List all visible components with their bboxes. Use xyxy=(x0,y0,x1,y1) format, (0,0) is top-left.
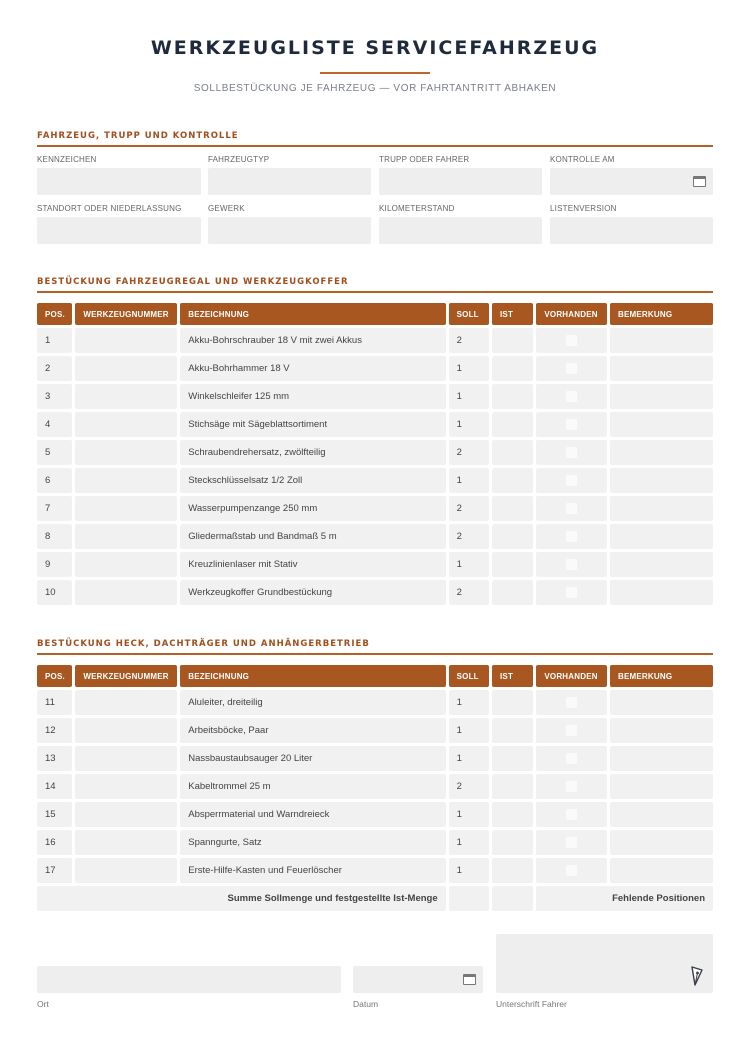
vorhanden-checkbox[interactable] xyxy=(566,503,577,514)
row-description: Akku-Bohrschrauber 18 V mit zwei Akkus xyxy=(180,328,445,353)
ist-field[interactable] xyxy=(492,384,533,409)
ist-field[interactable] xyxy=(492,690,533,715)
ist-field[interactable] xyxy=(492,774,533,799)
tool-number-field[interactable] xyxy=(75,690,177,715)
field-label-trupp: TRUPP ODER FAHRER xyxy=(379,155,470,164)
tool-number-field[interactable] xyxy=(75,580,177,605)
bemerkung-field[interactable] xyxy=(610,468,713,493)
row-description: Gliedermaßstab und Bandmaß 5 m xyxy=(180,524,445,549)
tool-number-field[interactable] xyxy=(75,858,177,883)
row-soll: 1 xyxy=(449,552,489,577)
ist-field[interactable] xyxy=(492,830,533,855)
vorhanden-checkbox[interactable] xyxy=(566,559,577,570)
calendar-icon[interactable] xyxy=(463,974,476,985)
calendar-icon[interactable] xyxy=(693,176,706,187)
vorhanden-cell xyxy=(536,774,607,799)
row-description: Erste-Hilfe-Kasten und Feuerlöscher xyxy=(180,858,445,883)
table-row xyxy=(37,468,713,493)
table-row xyxy=(37,440,713,465)
vorhanden-cell xyxy=(536,328,607,353)
row-description: Wasserpumpenzange 250 mm xyxy=(180,496,445,521)
table-row xyxy=(37,802,713,827)
vorhanden-checkbox[interactable] xyxy=(566,587,577,598)
ist-field[interactable] xyxy=(492,552,533,577)
pen-icon xyxy=(689,965,705,987)
place-field[interactable] xyxy=(37,966,341,993)
row-description: Kabeltrommel 25 m xyxy=(180,774,445,799)
row-soll: 2 xyxy=(449,524,489,549)
title-divider xyxy=(320,72,430,74)
table-row xyxy=(37,328,713,353)
bemerkung-field[interactable] xyxy=(610,718,713,743)
row-pos: 13 xyxy=(37,746,72,771)
vorhanden-cell xyxy=(536,858,607,883)
tool-number-field[interactable] xyxy=(75,384,177,409)
tool-number-field[interactable] xyxy=(75,468,177,493)
row-pos: 3 xyxy=(37,384,72,409)
vorhanden-cell xyxy=(536,412,607,437)
row-soll: 2 xyxy=(449,328,489,353)
tool-number-field[interactable] xyxy=(75,440,177,465)
tool-number-field[interactable] xyxy=(75,552,177,577)
table-row xyxy=(37,718,713,743)
row-pos: 17 xyxy=(37,858,72,883)
vorhanden-checkbox[interactable] xyxy=(566,781,577,792)
row-pos: 11 xyxy=(37,690,72,715)
tool-table-regal xyxy=(34,300,716,608)
vorhanden-cell xyxy=(536,384,607,409)
column-header-vorhanden: VORHANDEN xyxy=(536,665,607,687)
fahrzeugtyp-field[interactable] xyxy=(208,168,371,195)
vorhanden-cell xyxy=(536,802,607,827)
field-label-listenversion: LISTENVERSION xyxy=(550,204,617,213)
table-row xyxy=(37,496,713,521)
row-soll: 2 xyxy=(449,774,489,799)
row-soll: 1 xyxy=(449,746,489,771)
row-description: Akku-Bohrhammer 18 V xyxy=(180,356,445,381)
bemerkung-field[interactable] xyxy=(610,690,713,715)
row-pos: 4 xyxy=(37,412,72,437)
column-header-soll: SOLL xyxy=(449,665,489,687)
row-soll: 2 xyxy=(449,440,489,465)
column-header-soll: SOLL xyxy=(449,303,489,325)
row-description: Arbeitsböcke, Paar xyxy=(180,718,445,743)
row-soll: 1 xyxy=(449,718,489,743)
table-row xyxy=(37,690,713,715)
section-heading-regal: BESTÜCKUNG FAHRZEUGREGAL UND WERKZEUGKOFFER xyxy=(37,277,713,293)
listenversion-field[interactable] xyxy=(550,217,713,244)
tool-number-field[interactable] xyxy=(75,496,177,521)
row-description: Kreuzlinienlaser mit Stativ xyxy=(180,552,445,577)
table-row xyxy=(37,524,713,549)
table-row xyxy=(37,384,713,409)
column-header-bezeichnung: BEZEICHNUNG xyxy=(180,665,445,687)
row-pos: 1 xyxy=(37,328,72,353)
bemerkung-field[interactable] xyxy=(610,746,713,771)
ist-field[interactable] xyxy=(492,468,533,493)
table-row xyxy=(37,552,713,577)
date-label: Datum xyxy=(353,999,379,1009)
tool-table-heck xyxy=(34,662,716,914)
row-pos: 14 xyxy=(37,774,72,799)
vorhanden-cell xyxy=(536,496,607,521)
summary-row xyxy=(37,886,713,911)
vorhanden-cell xyxy=(536,356,607,381)
row-soll: 2 xyxy=(449,580,489,605)
ist-field[interactable] xyxy=(492,524,533,549)
vorhanden-cell xyxy=(536,440,607,465)
tool-number-field[interactable] xyxy=(75,718,177,743)
field-label-fahrzeugtyp: FAHRZEUGTYP xyxy=(208,155,270,164)
bemerkung-field[interactable] xyxy=(610,384,713,409)
vorhanden-checkbox[interactable] xyxy=(566,475,577,486)
kilometerstand-field[interactable] xyxy=(379,217,542,244)
table-row xyxy=(37,412,713,437)
ist-field[interactable] xyxy=(492,496,533,521)
row-pos: 8 xyxy=(37,524,72,549)
row-soll: 1 xyxy=(449,690,489,715)
row-soll: 1 xyxy=(449,384,489,409)
column-header-pos: POS. xyxy=(37,303,72,325)
date-field[interactable] xyxy=(353,966,483,993)
bemerkung-field[interactable] xyxy=(610,412,713,437)
field-label-gewerk: GEWERK xyxy=(208,204,245,213)
ist-field[interactable] xyxy=(492,802,533,827)
table-row xyxy=(37,356,713,381)
column-header-ist: IST xyxy=(492,665,533,687)
table-header-row xyxy=(37,665,713,687)
vorhanden-checkbox[interactable] xyxy=(566,391,577,402)
row-description: Nassbaustaubsauger 20 Liter xyxy=(180,746,445,771)
row-pos: 10 xyxy=(37,580,72,605)
tool-number-field[interactable] xyxy=(75,524,177,549)
table-row xyxy=(37,580,713,605)
bemerkung-field[interactable] xyxy=(610,440,713,465)
field-label-standort: STANDORT ODER NIEDERLASSUNG xyxy=(37,204,182,213)
standort-field[interactable] xyxy=(37,217,201,244)
ist-field[interactable] xyxy=(492,328,533,353)
row-description: Stichsäge mit Sägeblattsortiment xyxy=(180,412,445,437)
column-header-pos: POS. xyxy=(37,665,72,687)
section-heading-vehicle: FAHRZEUG, TRUPP UND KONTROLLE xyxy=(37,131,713,147)
vorhanden-cell xyxy=(536,830,607,855)
column-header-ist: IST xyxy=(492,303,533,325)
vorhanden-checkbox[interactable] xyxy=(566,447,577,458)
row-pos: 6 xyxy=(37,468,72,493)
place-label: Ort xyxy=(37,999,49,1009)
row-soll: 1 xyxy=(449,858,489,883)
row-pos: 16 xyxy=(37,830,72,855)
summary-label: Summe Sollmenge und festgestellte Ist-Menge xyxy=(37,886,446,911)
column-header-bezeichnung: BEZEICHNUNG xyxy=(180,303,445,325)
column-header-bemerkung: BEMERKUNG xyxy=(610,303,713,325)
row-soll: 2 xyxy=(449,496,489,521)
vorhanden-checkbox[interactable] xyxy=(566,753,577,764)
bemerkung-field[interactable] xyxy=(610,496,713,521)
row-soll: 1 xyxy=(449,356,489,381)
table-row xyxy=(37,774,713,799)
section-heading-heck: BESTÜCKUNG HECK, DACHTRÄGER UND ANHÄNGERBETRIEB xyxy=(37,639,713,655)
bemerkung-field[interactable] xyxy=(610,580,713,605)
kennzeichen-field[interactable] xyxy=(37,168,201,195)
document-subtitle: SOLLBESTÜCKUNG JE FAHRZEUG — VOR FAHRTANTRITT ABHAKEN xyxy=(193,83,557,94)
vorhanden-checkbox[interactable] xyxy=(566,531,577,542)
vorhanden-checkbox[interactable] xyxy=(566,865,577,876)
bemerkung-field[interactable] xyxy=(610,830,713,855)
vorhanden-cell xyxy=(536,524,607,549)
bemerkung-field[interactable] xyxy=(610,858,713,883)
row-soll: 1 xyxy=(449,830,489,855)
column-header-werkzeugnummer: WERKZEUGNUMMER xyxy=(75,303,177,325)
column-header-werkzeugnummer: WERKZEUGNUMMER xyxy=(75,665,177,687)
row-description: Steckschlüsselsatz 1/2 Zoll xyxy=(180,468,445,493)
trupp-field[interactable] xyxy=(379,168,542,195)
vorhanden-cell xyxy=(536,690,607,715)
table-row xyxy=(37,746,713,771)
vorhanden-cell xyxy=(536,580,607,605)
row-pos: 7 xyxy=(37,496,72,521)
table-header-row xyxy=(37,303,713,325)
row-description: Spanngurte, Satz xyxy=(180,830,445,855)
tool-number-field[interactable] xyxy=(75,746,177,771)
ist-field[interactable] xyxy=(492,718,533,743)
field-label-kilometerstand: KILOMETERSTAND xyxy=(379,204,455,213)
tool-number-field[interactable] xyxy=(75,830,177,855)
table-row xyxy=(37,830,713,855)
row-pos: 9 xyxy=(37,552,72,577)
document-title: WERKZEUGLISTE SERVICEFAHRZEUG xyxy=(150,37,600,59)
ist-field[interactable] xyxy=(492,580,533,605)
column-header-vorhanden: VORHANDEN xyxy=(536,303,607,325)
vorhanden-checkbox[interactable] xyxy=(566,419,577,430)
vorhanden-checkbox[interactable] xyxy=(566,837,577,848)
kontrolle-am-date-field[interactable] xyxy=(550,168,713,195)
row-soll: 1 xyxy=(449,412,489,437)
row-pos: 15 xyxy=(37,802,72,827)
bemerkung-field[interactable] xyxy=(610,802,713,827)
table-row xyxy=(37,858,713,883)
ist-field[interactable] xyxy=(492,858,533,883)
bemerkung-field[interactable] xyxy=(610,524,713,549)
vorhanden-cell xyxy=(536,552,607,577)
row-description: Werkzeugkoffer Grundbestückung xyxy=(180,580,445,605)
tool-number-field[interactable] xyxy=(75,412,177,437)
bemerkung-field[interactable] xyxy=(610,774,713,799)
tool-number-field[interactable] xyxy=(75,802,177,827)
vorhanden-checkbox[interactable] xyxy=(566,809,577,820)
vorhanden-checkbox[interactable] xyxy=(566,335,577,346)
vorhanden-checkbox[interactable] xyxy=(566,363,577,374)
tool-number-field[interactable] xyxy=(75,356,177,381)
ist-field[interactable] xyxy=(492,412,533,437)
field-label-kontrolle-am: KONTROLLE AM xyxy=(550,155,615,164)
bemerkung-field[interactable] xyxy=(610,356,713,381)
vorhanden-cell xyxy=(536,468,607,493)
row-pos: 12 xyxy=(37,718,72,743)
ist-field[interactable] xyxy=(492,356,533,381)
row-soll: 1 xyxy=(449,802,489,827)
vorhanden-checkbox[interactable] xyxy=(566,725,577,736)
row-description: Aluleiter, dreiteilig xyxy=(180,690,445,715)
row-description: Schraubendrehersatz, zwölfteilig xyxy=(180,440,445,465)
vorhanden-cell xyxy=(536,718,607,743)
bemerkung-field[interactable] xyxy=(610,328,713,353)
missing-positions-field[interactable]: Fehlende Positionen xyxy=(536,886,713,911)
tool-number-field[interactable] xyxy=(75,774,177,799)
signature-field[interactable] xyxy=(496,934,713,993)
row-description: Absperrmaterial und Warndreieck xyxy=(180,802,445,827)
row-description: Winkelschleifer 125 mm xyxy=(180,384,445,409)
vorhanden-checkbox[interactable] xyxy=(566,697,577,708)
row-soll: 1 xyxy=(449,468,489,493)
summary-ist-field[interactable] xyxy=(492,886,533,911)
ist-field[interactable] xyxy=(492,746,533,771)
ist-field[interactable] xyxy=(492,440,533,465)
tool-number-field[interactable] xyxy=(75,328,177,353)
summary-soll-field[interactable] xyxy=(449,886,489,911)
field-label-kennzeichen: KENNZEICHEN xyxy=(37,155,97,164)
column-header-bemerkung: BEMERKUNG xyxy=(610,665,713,687)
bemerkung-field[interactable] xyxy=(610,552,713,577)
row-pos: 2 xyxy=(37,356,72,381)
row-pos: 5 xyxy=(37,440,72,465)
gewerk-field[interactable] xyxy=(208,217,371,244)
vorhanden-cell xyxy=(536,746,607,771)
signature-label: Unterschrift Fahrer xyxy=(496,999,567,1009)
